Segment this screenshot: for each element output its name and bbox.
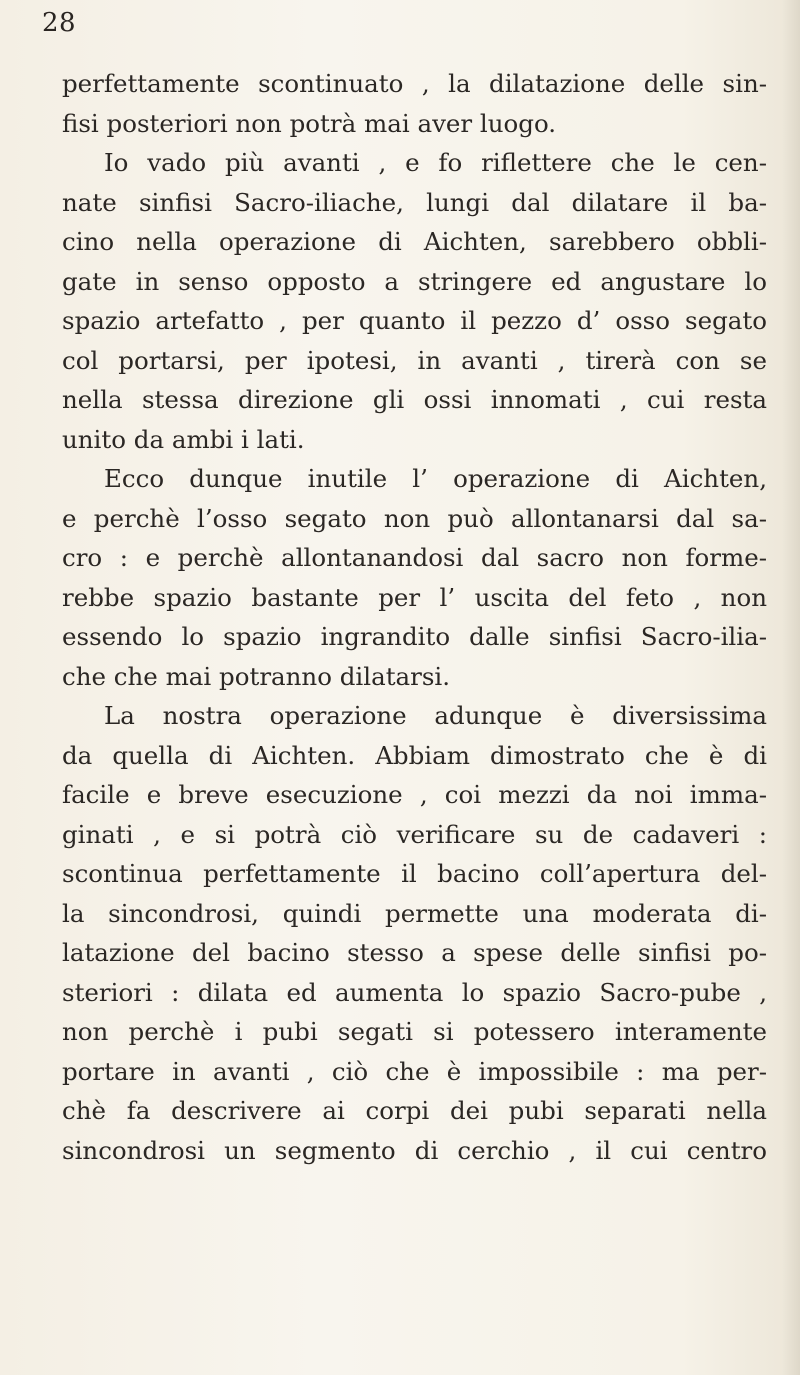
text-line: nate sinfisi Sacro-iliache, lungi dal dilatare il ba- (62, 187, 767, 217)
text-line: cino nella operazione di Aichten, sarebbero obbli- (62, 227, 767, 256)
text-line: chè fa descrivere ai corpi dei pubi separati nella (62, 1096, 767, 1125)
text-line: latazione del bacino stesso a spese delle sinfisi po- (62, 938, 767, 967)
text-line: nella stessa direzione gli ossi innomati , cui resta (62, 385, 767, 414)
text-line: spazio artefatto , per quanto il pezzo d’ osso segato (62, 306, 767, 335)
text-line: La nostra operazione adunque è diversissima (104, 701, 767, 730)
text-line: rebbe spazio bastante per l’ uscita del feto , non (62, 582, 767, 612)
page-number: 28 (42, 8, 77, 38)
text-line: steriori : dilata ed aumenta lo spazio Sacro-pube , (62, 977, 767, 1007)
text-line: essendo lo spazio ingrandito dalle sinfisi Sacro-ilia- (62, 622, 767, 651)
text-line: facile e breve esecuzione , coi mezzi da noi imma- (62, 780, 767, 809)
text-line: unito da ambi i lati. (62, 424, 305, 454)
body-text (62, 64, 767, 1170)
text-line: gate in senso opposto a stringere ed angustare lo (62, 266, 767, 296)
text-line: non perchè i pubi segati si potessero interamente (62, 1017, 767, 1046)
text-line: e perchè l’osso segato non può allontanarsi dal sa- (62, 503, 767, 533)
text-line: sincondrosi un segmento di cerchio , il cui centro (62, 1135, 767, 1165)
text-line: fisi posteriori non potrà mai aver luogo. (62, 108, 557, 138)
text-line: Io vado più avanti , e fo riflettere che le cen- (104, 148, 767, 177)
text-line: portare in avanti , ciò che è impossibile : ma per- (62, 1056, 767, 1086)
text-line: col portarsi, per ipotesi, in avanti , tirerà con se (62, 345, 767, 375)
text-line: Ecco dunque inutile l’ operazione di Aichten, (104, 464, 767, 493)
text-line: ginati , e si potrà ciò verificare su de cadaveri : (62, 819, 767, 849)
text-line: la sincondrosi, quindi permette una moderata di- (62, 898, 767, 928)
text-line: da quella di Aichten. Abbiam dimostrato che è di (62, 740, 767, 770)
text-line: cro : e perchè allontanandosi dal sacro non forme- (62, 543, 767, 572)
text-line: che che mai potranno dilatarsi. (62, 661, 451, 691)
page-edge-shadow (782, 0, 800, 1375)
text-line: perfettamente scontinuato , la dilatazione delle sin- (62, 69, 767, 98)
text-line: scontinua perfettamente il bacino coll’apertura del- (62, 859, 767, 888)
